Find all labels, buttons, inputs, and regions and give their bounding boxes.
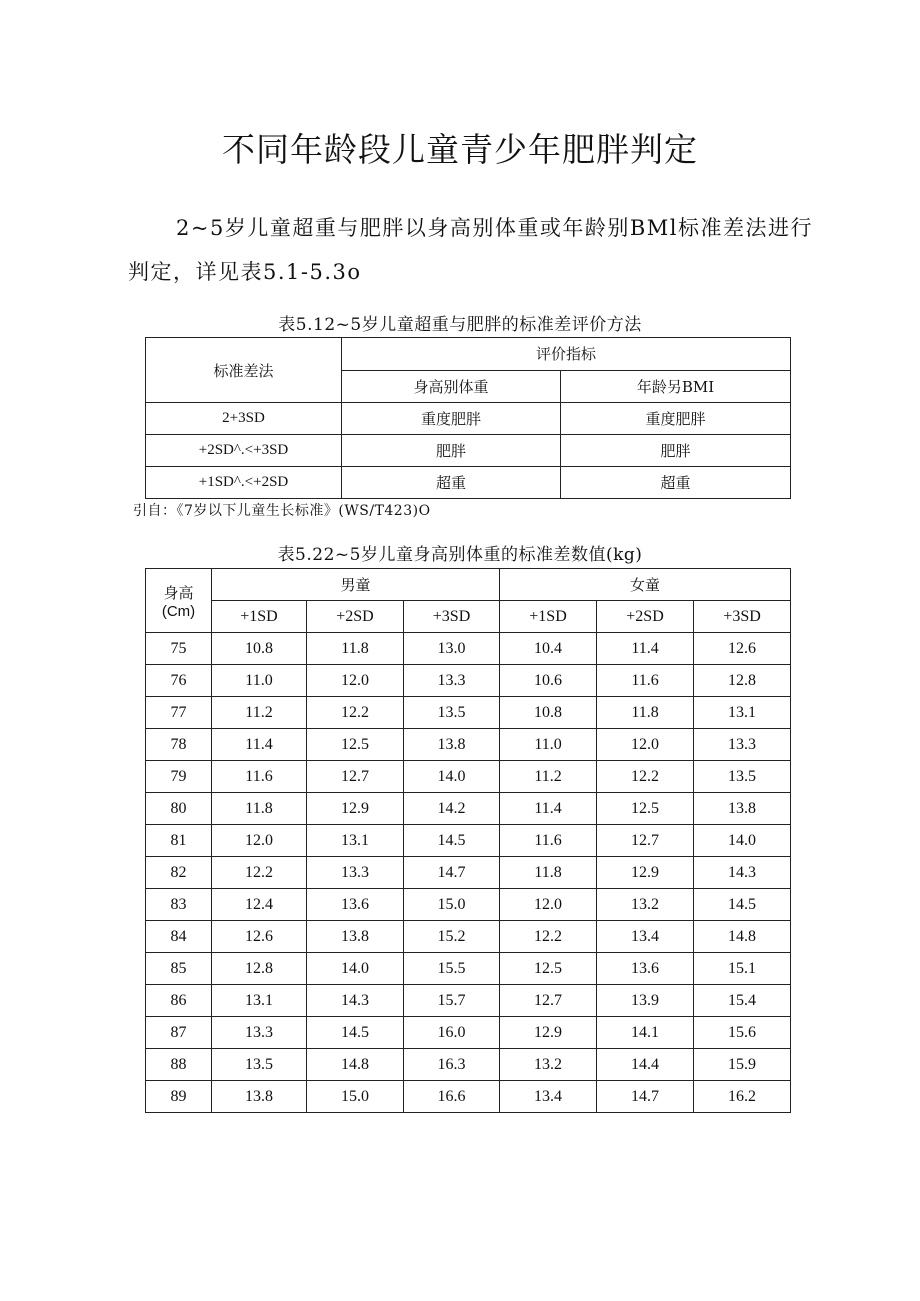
value-cell: 12.8 bbox=[694, 665, 791, 697]
value-cell: 11.0 bbox=[500, 729, 597, 761]
row-wfh: 超重 bbox=[342, 467, 561, 499]
value-cell: 15.9 bbox=[694, 1049, 791, 1081]
value-cell: 12.2 bbox=[500, 921, 597, 953]
table-row bbox=[146, 729, 791, 761]
value-cell: 11.4 bbox=[500, 793, 597, 825]
value-cell: 14.2 bbox=[404, 793, 500, 825]
value-cell: 15.1 bbox=[694, 953, 791, 985]
value-cell: 13.4 bbox=[597, 921, 694, 953]
value-cell: 16.3 bbox=[404, 1049, 500, 1081]
table-row bbox=[146, 403, 791, 435]
table-row bbox=[146, 1017, 791, 1049]
height-cell: 88 bbox=[146, 1049, 212, 1081]
value-cell: 10.4 bbox=[500, 633, 597, 665]
value-cell: 12.6 bbox=[694, 633, 791, 665]
value-cell: 15.0 bbox=[307, 1081, 404, 1113]
subheader-bmi: 年龄另BMI bbox=[561, 370, 791, 403]
value-cell: 10.8 bbox=[500, 697, 597, 729]
value-cell: 14.8 bbox=[694, 921, 791, 953]
value-cell: 11.6 bbox=[212, 761, 307, 793]
value-cell: 13.2 bbox=[597, 889, 694, 921]
row-method: 2+3SD bbox=[146, 403, 342, 435]
value-cell: 14.8 bbox=[307, 1049, 404, 1081]
height-unit: (Cm) bbox=[161, 602, 196, 620]
value-cell: 13.5 bbox=[212, 1049, 307, 1081]
value-cell: 12.6 bbox=[212, 921, 307, 953]
height-cell: 77 bbox=[146, 697, 212, 729]
value-cell: 13.1 bbox=[307, 825, 404, 857]
value-cell: 15.6 bbox=[694, 1017, 791, 1049]
height-cell: 87 bbox=[146, 1017, 212, 1049]
value-cell: 12.7 bbox=[597, 825, 694, 857]
value-cell: 13.8 bbox=[307, 921, 404, 953]
value-cell: 13.6 bbox=[597, 953, 694, 985]
value-cell: 11.4 bbox=[597, 633, 694, 665]
value-cell: 15.0 bbox=[404, 889, 500, 921]
table-row bbox=[146, 953, 791, 985]
value-cell: 12.0 bbox=[500, 889, 597, 921]
table-row bbox=[146, 467, 791, 499]
height-cell: 85 bbox=[146, 953, 212, 985]
table-row bbox=[146, 825, 791, 857]
value-cell: 13.5 bbox=[404, 697, 500, 729]
row-bmi: 肥胖 bbox=[561, 435, 791, 467]
row-bmi: 超重 bbox=[561, 467, 791, 499]
value-cell: 12.5 bbox=[500, 953, 597, 985]
value-cell: 13.8 bbox=[212, 1081, 307, 1113]
value-cell: 16.0 bbox=[404, 1017, 500, 1049]
table-row bbox=[146, 1081, 791, 1113]
value-cell: 13.3 bbox=[694, 729, 791, 761]
value-cell: 13.1 bbox=[212, 985, 307, 1017]
value-cell: 14.7 bbox=[597, 1081, 694, 1113]
value-cell: 14.4 bbox=[597, 1049, 694, 1081]
weight-for-height-table bbox=[145, 568, 791, 1113]
value-cell: 13.2 bbox=[500, 1049, 597, 1081]
value-cell: 10.6 bbox=[500, 665, 597, 697]
value-cell: 14.5 bbox=[404, 825, 500, 857]
value-cell: 14.7 bbox=[404, 857, 500, 889]
value-cell: 12.2 bbox=[307, 697, 404, 729]
subheader-wfh: 身高别体重 bbox=[342, 370, 561, 403]
page-title: 不同年龄段儿童青少年肥胖判定 bbox=[222, 130, 698, 169]
height-label: 身高 bbox=[163, 583, 194, 602]
value-cell: 13.5 bbox=[694, 761, 791, 793]
value-cell: 12.0 bbox=[597, 729, 694, 761]
girl-header: 女童 bbox=[500, 569, 791, 601]
value-cell: 14.0 bbox=[307, 953, 404, 985]
sd-header: +3SD bbox=[694, 601, 791, 633]
row-bmi: 重度肥胖 bbox=[561, 403, 791, 435]
table2-caption: 表5.22~5岁儿童身高别体重的标准差数值(kg) bbox=[277, 545, 643, 565]
value-cell: 12.0 bbox=[307, 665, 404, 697]
value-cell: 11.8 bbox=[500, 857, 597, 889]
value-cell: 12.9 bbox=[500, 1017, 597, 1049]
value-cell: 11.6 bbox=[500, 825, 597, 857]
value-cell: 12.5 bbox=[307, 729, 404, 761]
height-cell: 83 bbox=[146, 889, 212, 921]
height-cell: 76 bbox=[146, 665, 212, 697]
value-cell: 14.3 bbox=[694, 857, 791, 889]
table-row bbox=[146, 857, 791, 889]
value-cell: 13.0 bbox=[404, 633, 500, 665]
row-method: +2SD^.<+3SD bbox=[146, 435, 342, 467]
source-note: 引自：《7岁以下儿童生长标准》(WS/T423)O bbox=[133, 503, 431, 519]
sd-header: +2SD bbox=[597, 601, 694, 633]
value-cell: 13.8 bbox=[694, 793, 791, 825]
table-row bbox=[146, 435, 791, 467]
value-cell: 11.6 bbox=[597, 665, 694, 697]
value-cell: 14.5 bbox=[307, 1017, 404, 1049]
height-cell: 89 bbox=[146, 1081, 212, 1113]
table-row bbox=[146, 697, 791, 729]
table-row bbox=[146, 793, 791, 825]
value-cell: 12.7 bbox=[307, 761, 404, 793]
value-cell: 11.0 bbox=[212, 665, 307, 697]
value-cell: 13.3 bbox=[404, 665, 500, 697]
header-method: 标准差法 bbox=[146, 338, 342, 403]
row-wfh: 重度肥胖 bbox=[342, 403, 561, 435]
height-cell: 79 bbox=[146, 761, 212, 793]
height-header bbox=[146, 569, 212, 633]
value-cell: 12.5 bbox=[597, 793, 694, 825]
value-cell: 12.8 bbox=[212, 953, 307, 985]
value-cell: 13.3 bbox=[307, 857, 404, 889]
value-cell: 12.2 bbox=[597, 761, 694, 793]
value-cell: 12.7 bbox=[500, 985, 597, 1017]
table1-caption: 表5.12~5岁儿童超重与肥胖的标准差评价方法 bbox=[278, 315, 642, 335]
value-cell: 13.8 bbox=[404, 729, 500, 761]
height-cell: 78 bbox=[146, 729, 212, 761]
value-cell: 14.0 bbox=[404, 761, 500, 793]
boy-header: 男童 bbox=[212, 569, 500, 601]
value-cell: 11.8 bbox=[597, 697, 694, 729]
value-cell: 13.3 bbox=[212, 1017, 307, 1049]
header-indicator: 评价指标 bbox=[342, 338, 791, 371]
table-row bbox=[146, 1049, 791, 1081]
value-cell: 12.9 bbox=[307, 793, 404, 825]
value-cell: 15.7 bbox=[404, 985, 500, 1017]
sd-header: +1SD bbox=[500, 601, 597, 633]
value-cell: 15.4 bbox=[694, 985, 791, 1017]
value-cell: 15.2 bbox=[404, 921, 500, 953]
value-cell: 11.2 bbox=[500, 761, 597, 793]
value-cell: 11.8 bbox=[307, 633, 404, 665]
value-cell: 15.5 bbox=[404, 953, 500, 985]
value-cell: 13.6 bbox=[307, 889, 404, 921]
table-row bbox=[146, 665, 791, 697]
value-cell: 16.2 bbox=[694, 1081, 791, 1113]
height-cell: 81 bbox=[146, 825, 212, 857]
value-cell: 14.0 bbox=[694, 825, 791, 857]
value-cell: 14.5 bbox=[694, 889, 791, 921]
value-cell: 12.9 bbox=[597, 857, 694, 889]
sd-evaluation-table bbox=[145, 337, 791, 499]
value-cell: 14.3 bbox=[307, 985, 404, 1017]
value-cell: 12.2 bbox=[212, 857, 307, 889]
value-cell: 10.8 bbox=[212, 633, 307, 665]
value-cell: 11.8 bbox=[212, 793, 307, 825]
height-cell: 84 bbox=[146, 921, 212, 953]
sd-header: +1SD bbox=[212, 601, 307, 633]
value-cell: 13.9 bbox=[597, 985, 694, 1017]
value-cell: 11.2 bbox=[212, 697, 307, 729]
sd-header: +2SD bbox=[307, 601, 404, 633]
value-cell: 14.1 bbox=[597, 1017, 694, 1049]
intro-paragraph: 2~5岁儿童超重与肥胖以身高别体重或年龄别BMl标准差法进行判定，详见表5.1-5.3o bbox=[128, 216, 813, 284]
height-cell: 75 bbox=[146, 633, 212, 665]
table-row bbox=[146, 761, 791, 793]
height-cell: 80 bbox=[146, 793, 212, 825]
value-cell: 13.1 bbox=[694, 697, 791, 729]
table-row bbox=[146, 921, 791, 953]
table-row bbox=[146, 633, 791, 665]
value-cell: 16.6 bbox=[404, 1081, 500, 1113]
value-cell: 13.4 bbox=[500, 1081, 597, 1113]
height-cell: 86 bbox=[146, 985, 212, 1017]
height-cell: 82 bbox=[146, 857, 212, 889]
value-cell: 11.4 bbox=[212, 729, 307, 761]
value-cell: 12.0 bbox=[212, 825, 307, 857]
row-wfh: 肥胖 bbox=[342, 435, 561, 467]
value-cell: 12.4 bbox=[212, 889, 307, 921]
table-row bbox=[146, 889, 791, 921]
sd-header: +3SD bbox=[404, 601, 500, 633]
row-method: +1SD^.<+2SD bbox=[146, 467, 342, 499]
table-row bbox=[146, 985, 791, 1017]
